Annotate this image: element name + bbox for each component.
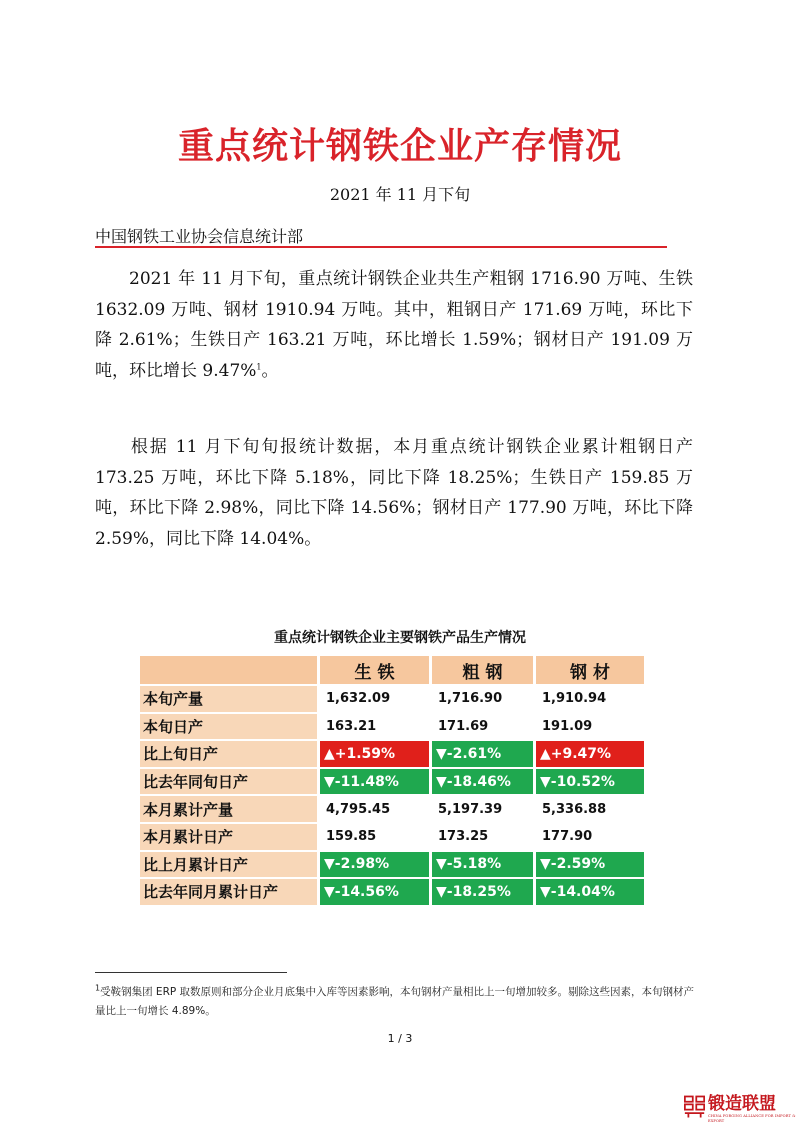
value-cell-crude-steel: 5,197.39 xyxy=(432,796,536,824)
value-cell-pig-iron: 4,795.45 xyxy=(320,796,432,824)
table-row xyxy=(140,769,644,797)
table-row xyxy=(140,852,644,880)
value-cell-crude-steel: 173.25 xyxy=(432,824,536,852)
table-header-row xyxy=(140,656,644,686)
change-cell-crude-steel: ▼-18.25% xyxy=(432,879,536,907)
change-cell-pig-iron: ▼-2.98% xyxy=(320,852,432,880)
header-divider xyxy=(95,246,667,248)
row-label: 本旬日产 xyxy=(140,714,320,742)
value-cell-steel-products: 191.09 xyxy=(536,714,644,742)
logo-tagline: CHINA FORGING ALLIANCE FOR IMPORT & EXPORT xyxy=(708,1114,796,1123)
table-row xyxy=(140,741,644,769)
watermark-logo xyxy=(684,1094,800,1124)
table-body xyxy=(140,686,644,907)
table-row xyxy=(140,796,644,824)
paragraph-text: 根据 11 月下旬旬报统计数据，本月重点统计钢铁企业累计粗钢日产 173.25 万吨，环比下降 5.18%，同比下降 18.25%；生铁日产 159.85 万吨，环比下降 2.98%，同比下降 14.56%；钢材日产 177.90 万吨，环比下降 2.59%，同比下降 14.04%。 xyxy=(95,437,693,549)
row-label: 本月累计日产 xyxy=(140,824,320,852)
department-name: 中国钢铁工业协会信息统计部 xyxy=(95,227,304,246)
change-cell-pig-iron: ▼-14.56% xyxy=(320,879,432,907)
header-cell-crude-steel: 粗 钢 xyxy=(432,656,536,686)
row-label: 比去年同月累计日产 xyxy=(140,879,320,907)
document-date: 2021 年 11 月下旬 xyxy=(329,185,471,204)
table-title: 重点统计钢铁企业主要钢铁产品生产情况 xyxy=(274,630,526,646)
value-cell-steel-products: 5,336.88 xyxy=(536,796,644,824)
production-table xyxy=(140,656,644,907)
footnote-text: 受鞍钢集团 ERP 取数原则和部分企业月底集中入库等因素影响，本旬钢材产量相比上一旬增加较多。剔除这些因素，本旬钢材产量比上一旬增长 4.89%。 xyxy=(95,986,695,1017)
value-cell-crude-steel: 1,716.90 xyxy=(432,686,536,714)
table-row xyxy=(140,686,644,714)
table-row xyxy=(140,714,644,742)
header-cell-blank xyxy=(140,656,320,686)
forging-logo-icon xyxy=(684,1094,705,1120)
row-label: 比上月累计日产 xyxy=(140,852,320,880)
value-cell-pig-iron: 1,632.09 xyxy=(320,686,432,714)
value-cell-crude-steel: 171.69 xyxy=(432,714,536,742)
value-cell-steel-products: 177.90 xyxy=(536,824,644,852)
footnote xyxy=(95,983,695,1021)
change-cell-crude-steel: ▼-5.18% xyxy=(432,852,536,880)
footnote-reference[interactable]: 1 xyxy=(256,361,262,371)
row-label: 本月累计产量 xyxy=(140,796,320,824)
row-label: 比去年同旬日产 xyxy=(140,769,320,797)
row-label: 本旬产量 xyxy=(140,686,320,714)
paragraph-text: 2021 年 11 月下旬，重点统计钢铁企业共生产粗钢 1716.90 万吨、生铁 1632.09 万吨、钢材 1910.94 万吨。其中，粗钢日产 171.69 万吨，环比下降 2.61%；生铁日产 163.21 万吨，环比增长 1.59%；钢材日产 191.09 万吨，环比增长 9.47% xyxy=(95,269,693,381)
logo-name: 锻造联盟 xyxy=(708,1094,777,1114)
change-cell-pig-iron: ▼-11.48% xyxy=(320,769,432,797)
paragraph-end: 。 xyxy=(261,360,279,381)
table-row xyxy=(140,879,644,907)
change-cell-crude-steel: ▼-18.46% xyxy=(432,769,536,797)
header-cell-pig-iron: 生 铁 xyxy=(320,656,432,686)
row-label: 比上旬日产 xyxy=(140,741,320,769)
value-cell-pig-iron: 159.85 xyxy=(320,824,432,852)
header-cell-steel-products: 钢 材 xyxy=(536,656,644,686)
change-cell-steel-products: ▼-2.59% xyxy=(536,852,644,880)
table-row xyxy=(140,824,644,852)
footnote-marker: 1 xyxy=(95,983,101,993)
change-cell-crude-steel: ▼-2.61% xyxy=(432,741,536,769)
page-number: 1 / 3 xyxy=(387,1032,413,1045)
footnote-divider xyxy=(95,972,287,973)
change-cell-pig-iron: ▲+1.59% xyxy=(320,741,432,769)
value-cell-steel-products: 1,910.94 xyxy=(536,686,644,714)
paragraph-production-summary xyxy=(95,264,693,386)
paragraph-monthly-summary xyxy=(95,432,693,554)
change-cell-steel-products: ▲+9.47% xyxy=(536,741,644,769)
document-title: 重点统计钢铁企业产存情况 xyxy=(177,125,622,167)
change-cell-steel-products: ▼-14.04% xyxy=(536,879,644,907)
change-cell-steel-products: ▼-10.52% xyxy=(536,769,644,797)
value-cell-pig-iron: 163.21 xyxy=(320,714,432,742)
